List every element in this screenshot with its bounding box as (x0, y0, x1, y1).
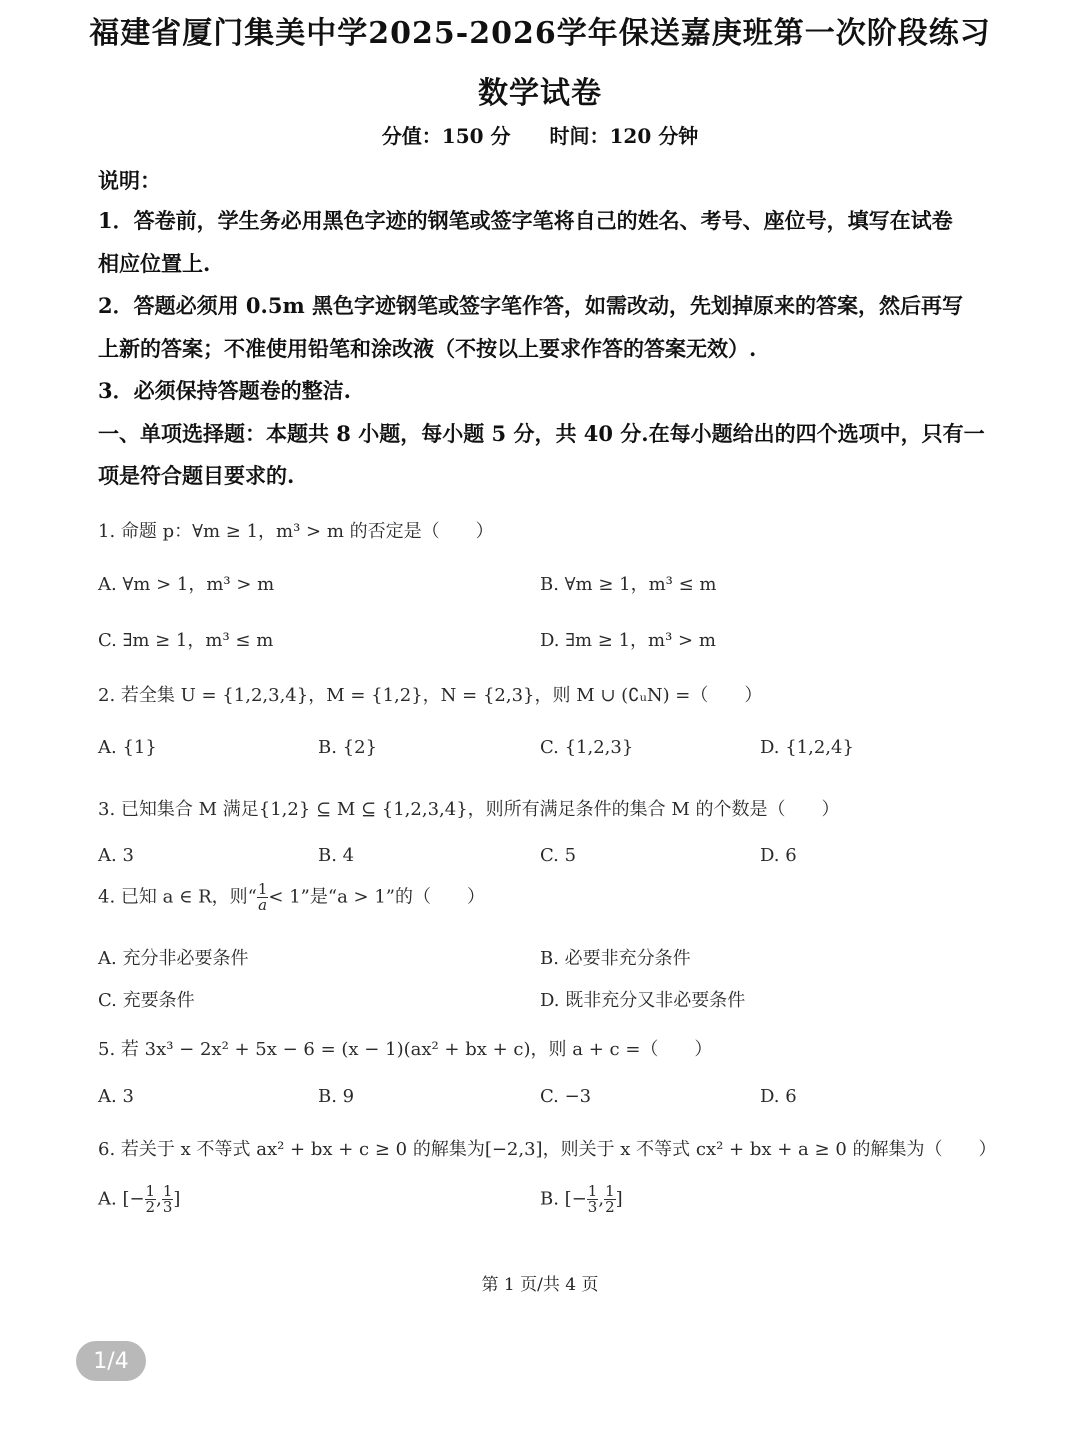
question-2-option-b: B. {2} (318, 737, 378, 758)
question-4-option-d: D. 既非充分又非必要条件 (540, 990, 746, 1011)
fraction-denominator: 3 (162, 1198, 173, 1216)
fraction-numerator: 1 (587, 1182, 598, 1200)
instructions-heading: 说明： (98, 168, 161, 193)
option-a-prefix: A. [− (98, 1188, 145, 1210)
option-b-prefix: B. [− (540, 1188, 587, 1210)
instruction-2-line-2: 上新的答案；不准使用铅笔和涂改液（不按以上要求作答的答案无效）. (98, 336, 757, 361)
question-4-stem (98, 882, 485, 913)
question-6-option-b: B. [− $\frac{1}{3}$ , $\frac{1}{2}$ ] (540, 1182, 623, 1216)
option-a-fraction-1 (145, 1184, 157, 1215)
question-3-option-d: D. 6 (760, 845, 797, 866)
question-4-fraction (257, 882, 269, 913)
question-4-stem-pre: 4. 已知 a ∈ R，则“ (98, 886, 257, 908)
instruction-3: 3．必须保持答题卷的整洁. (98, 378, 351, 403)
question-2-stem: 2. 若全集 U = {1,2,3,4}，M = {1,2}，N = {2,3}，则 M ∪ (∁ᵤN) =（ ） (98, 685, 763, 706)
question-6-stem: 6. 若关于 x 不等式 ax² + bx + c ≥ 0 的解集为[−2,3]，则关于 x 不等式 cx² + bx + a ≥ 0 的解集为（ ） (98, 1139, 997, 1160)
question-1-option-b: B. ∀m ≥ 1，m³ ≤ m (540, 574, 717, 595)
exam-title: 福建省厦门集美中学2025-2026学年保送嘉庚班第一次阶段练习 (89, 16, 991, 51)
fraction-denominator: 3 (587, 1198, 598, 1216)
option-b-fraction-2 (604, 1184, 616, 1215)
page-footer: 第 1 页/共 4 页 (481, 1275, 599, 1295)
page-indicator[interactable]: 1/4 (76, 1341, 146, 1381)
question-4-option-a: A. 充分非必要条件 (98, 948, 249, 969)
fraction-numerator: 1 (145, 1182, 156, 1200)
question-5-option-a: A. 3 (98, 1086, 134, 1107)
question-1-option-a: A. ∀m > 1，m³ > m (98, 574, 275, 595)
score-time-line (0, 120, 1080, 149)
question-5-stem: 5. 若 3x³ − 2x² + 5x − 6 = (x − 1)(ax² + bx + c)，则 a + c =（ ） (98, 1039, 713, 1060)
option-a-fraction-2 (162, 1184, 174, 1215)
instruction-1-line-2: 相应位置上. (98, 251, 211, 276)
exam-subtitle: 数学试卷 (478, 76, 602, 111)
question-5-option-d: D. 6 (760, 1086, 797, 1107)
question-2-option-d: D. {1,2,4} (760, 737, 854, 758)
question-4-option-b: B. 必要非充分条件 (540, 948, 691, 969)
question-1-option-d: D. ∃m ≥ 1，m³ > m (540, 630, 716, 651)
question-1-stem: 1. 命题 p：∀m ≥ 1，m³ > m 的否定是（ ） (98, 521, 494, 542)
score-value: 分值：150 分 (381, 124, 511, 148)
section-heading-line-1: 一、单项选择题：本题共 8 小题，每小题 5 分，共 40 分.在每小题给出的四个选项中，只有一 (98, 421, 985, 446)
question-2-option-a: A. {1} (98, 737, 157, 758)
instruction-1-line-1: 1．答卷前，学生务必用黑色字迹的钢笔或签字笔将自己的姓名、考号、座位号，填写在试卷 (98, 208, 953, 233)
question-2-option-c: C. {1,2,3} (540, 737, 634, 758)
fraction-numerator: 1 (162, 1182, 173, 1200)
fraction-numerator: 1 (257, 880, 268, 898)
question-4-option-c: C. 充要条件 (98, 990, 195, 1011)
fraction-denominator: 2 (145, 1198, 156, 1216)
instruction-2-line-1: 2．答题必须用 0.5m 黑色字迹钢笔或签字笔作答，如需改动，先划掉原来的答案，然后再写 (98, 293, 963, 318)
time-value: 时间：120 分钟 (549, 124, 699, 148)
fraction-numerator: 1 (605, 1182, 615, 1200)
question-5-option-b: B. 9 (318, 1086, 355, 1107)
question-3-option-b: B. 4 (318, 845, 355, 866)
fraction-denominator: 2 (605, 1198, 615, 1216)
fraction-denominator: a (258, 896, 268, 914)
question-3-option-a: A. 3 (98, 845, 134, 866)
question-3-option-c: C. 5 (540, 845, 577, 866)
option-b-fraction-1 (587, 1184, 599, 1215)
question-3-stem: 3. 已知集合 M 满足{1,2} ⊆ M ⊆ {1,2,3,4}，则所有满足条件的集合 M 的个数是（ ） (98, 799, 840, 820)
question-1-option-c: C. ∃m ≥ 1，m³ ≤ m (98, 630, 274, 651)
question-5-option-c: C. −3 (540, 1086, 592, 1107)
question-6-option-a: A. [− $\frac{1}{2}$ , $\frac{1}{3}$ ] (98, 1182, 181, 1216)
section-heading-line-2: 项是符合题目要求的. (98, 463, 295, 488)
question-4-stem-post: < 1”是“a > 1”的（ ） (268, 886, 485, 908)
